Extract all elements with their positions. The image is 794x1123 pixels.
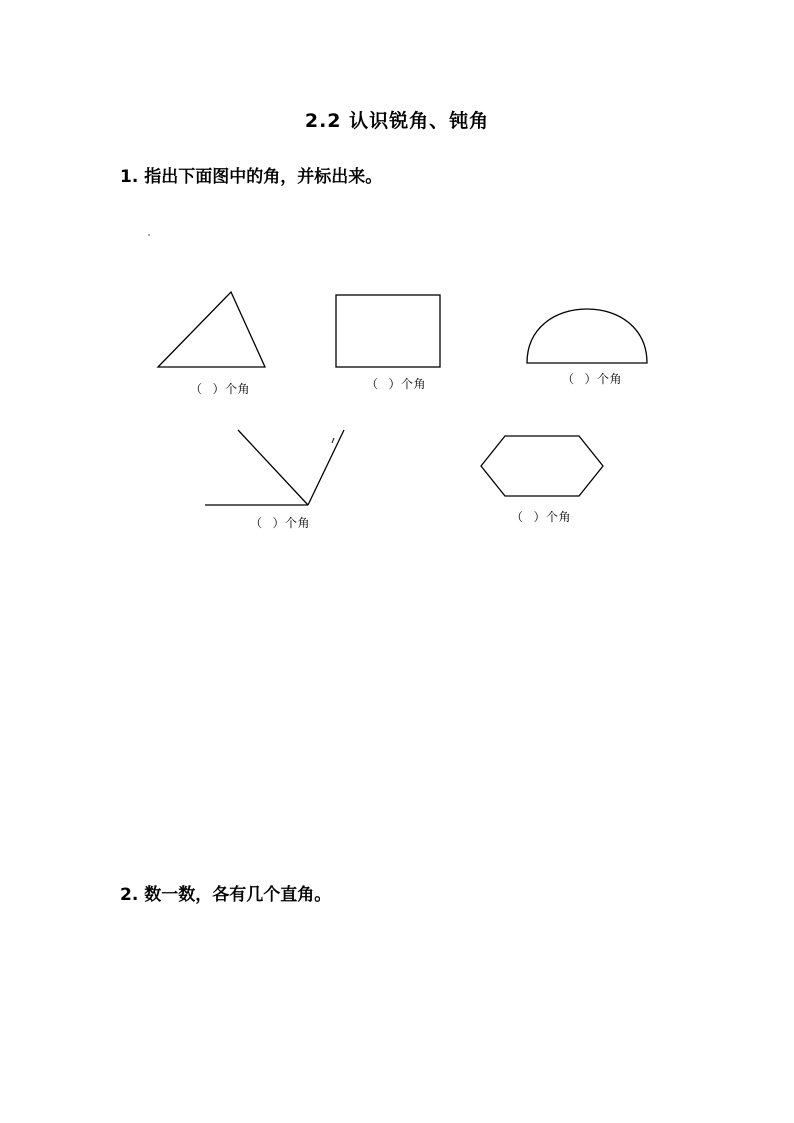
caption-unit: 个角 — [285, 516, 311, 530]
caption-open-paren: （ — [366, 377, 379, 391]
caption-angle-figure — [250, 514, 310, 531]
semicircle-shape — [527, 309, 647, 363]
caption-unit: 个角 — [225, 382, 251, 396]
triangle-shape — [158, 292, 265, 367]
caption-triangle — [190, 380, 250, 397]
question-1-text: 指出下面图中的角，并标出来。 — [144, 167, 383, 187]
hexagon-shape — [481, 436, 603, 496]
caption-close-paren: ） — [533, 510, 547, 524]
angle-figure — [205, 430, 344, 505]
caption-hexagon — [511, 508, 571, 525]
stray-mark — [148, 234, 150, 236]
caption-open-paren: （ — [250, 516, 263, 530]
caption-close-paren: ） — [212, 382, 226, 396]
caption-close-paren: ） — [272, 516, 286, 530]
question-2-number: 2. — [120, 885, 139, 905]
question-1-number: 1. — [120, 167, 139, 187]
caption-unit: 个角 — [546, 510, 572, 524]
question-2 — [120, 880, 331, 905]
caption-unit: 个角 — [401, 377, 427, 391]
caption-open-paren: （ — [190, 382, 203, 396]
caption-close-paren: ） — [584, 372, 598, 386]
caption-open-paren: （ — [511, 510, 524, 524]
caption-open-paren: （ — [562, 372, 575, 386]
caption-close-paren: ） — [388, 377, 402, 391]
rectangle-shape — [336, 295, 440, 367]
question-1 — [120, 162, 382, 187]
caption-semicircle — [562, 370, 622, 387]
question-2-text: 数一数，各有几个直角。 — [144, 885, 332, 905]
caption-rectangle — [366, 375, 426, 392]
page-title: 2.2 认识锐角、钝角 — [304, 110, 490, 132]
caption-unit: 个角 — [597, 372, 623, 386]
